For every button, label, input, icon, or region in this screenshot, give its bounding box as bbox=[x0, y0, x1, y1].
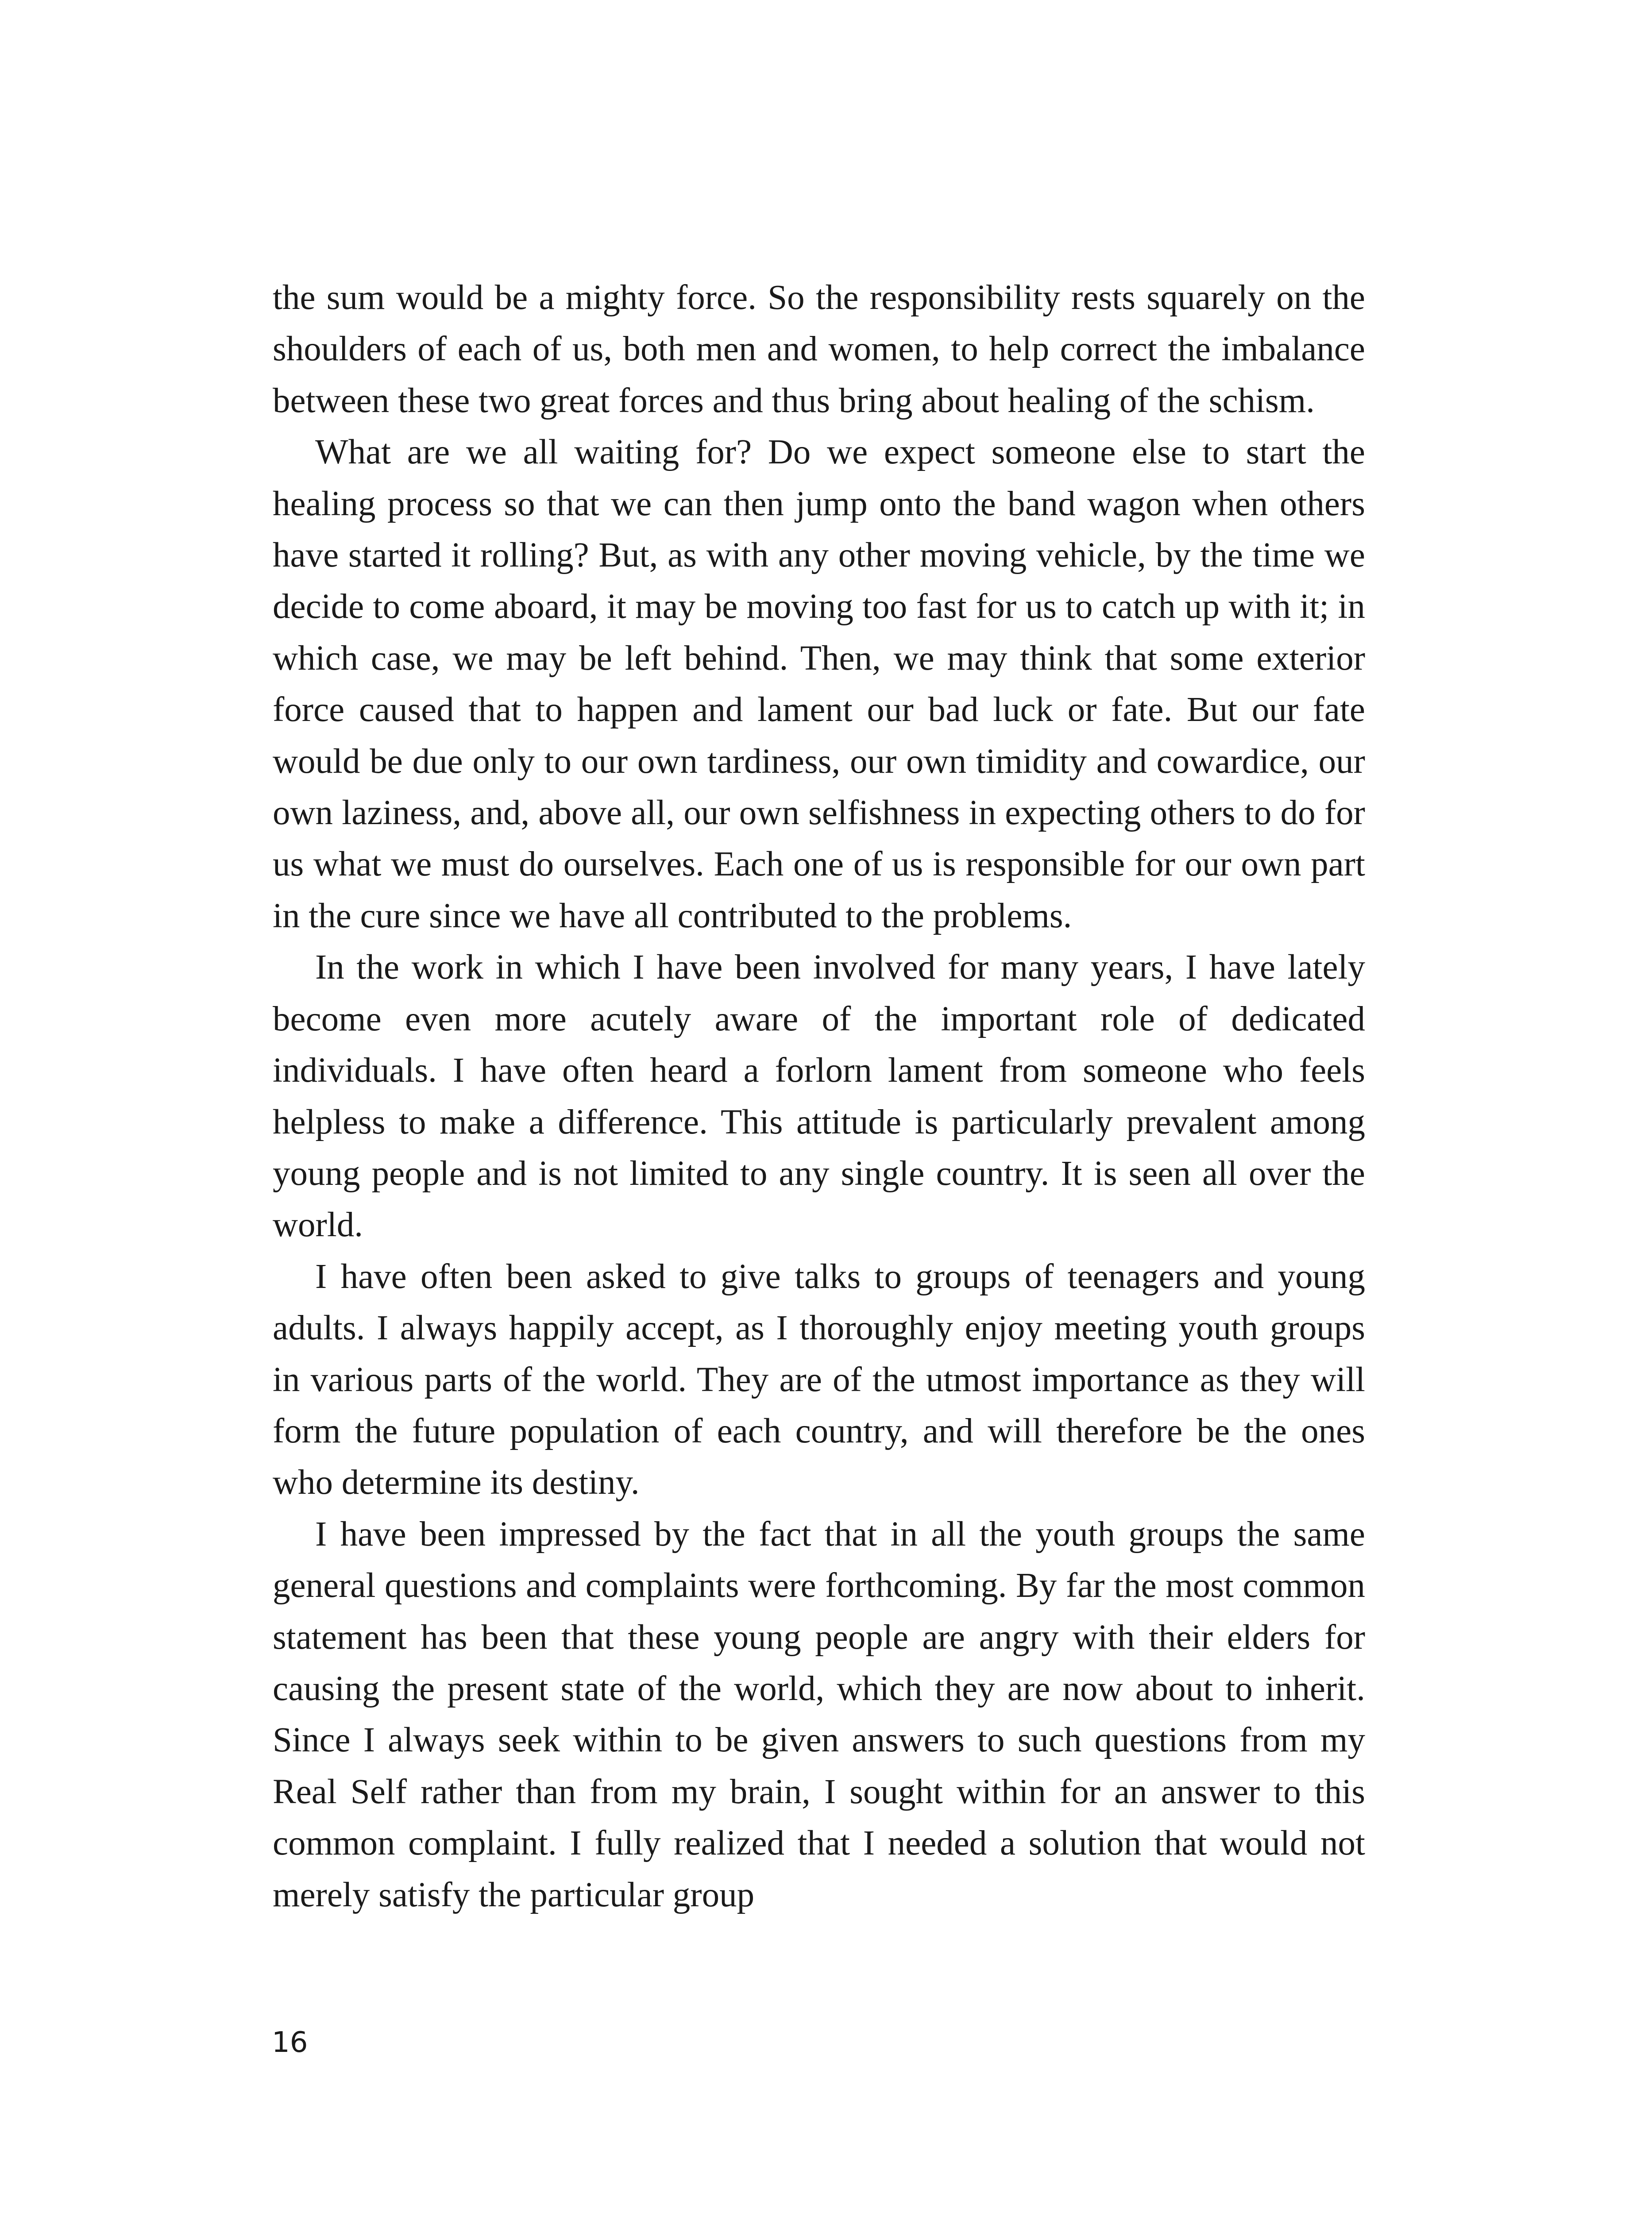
paragraph: I have been impressed by the fact that in all the youth groups the same general questions and complaints were forthcoming. By far the most common statement has been that these young people are angry with their elders for causing the present state of the world, which they are now about to inherit. Since I always seek within to be given answers to such questions from my Real Self rather than from my brain, I sought within for an answer to this common complaint. I fully realized that I needed a solution that would not merely satisfy the particular group bbox=[273, 1515, 1365, 1914]
paragraph: What are we all waiting for? Do we expect someone else to start the healing process so that we can then jump onto the band wagon when others have started it rolling? But, as with any other moving vehicle, by the time we decide to come aboard, it may be moving too fast for us to catch up with it; in which case, we may be left behind. Then, we may think that some exterior force caused that to happen and lament our bad luck or fate. But our fate would be due only to our own tardiness, our own timidity and cowardice, our own laziness, and, above all, our own selfishness in expecting others to do for us what we must do ourselves. Each one of us is responsible for our own part in the cure since we have all contributed to the problems. bbox=[273, 433, 1365, 935]
paragraph: In the work in which I have been involved for many years, I have lately become even more acutely aware of the important role of dedicated individuals. I have often heard a forlorn lament from someone who feels helpless to make a difference. This attitude is particularly prevalent among young people and is not limited to any single country. It is seen all over the world. bbox=[273, 948, 1365, 1245]
paragraph-continued: the sum would be a mighty force. So the responsibility rests squarely on the shoulders of each of us, both men and women, to help correct the imbalance between these two great forces and thus bring about healing of the schism. bbox=[273, 278, 1365, 420]
page-number: 16 bbox=[272, 2026, 308, 2059]
paragraph: I have often been asked to give talks to groups of teenagers and young adults. I always happily accept, as I thoroughly enjoy meeting youth groups in various parts of the world. They are of the utmost importance as they will form the future population of each country, and will therefore be the ones who determine its destiny. bbox=[273, 1257, 1365, 1502]
body-text bbox=[273, 272, 1365, 1921]
